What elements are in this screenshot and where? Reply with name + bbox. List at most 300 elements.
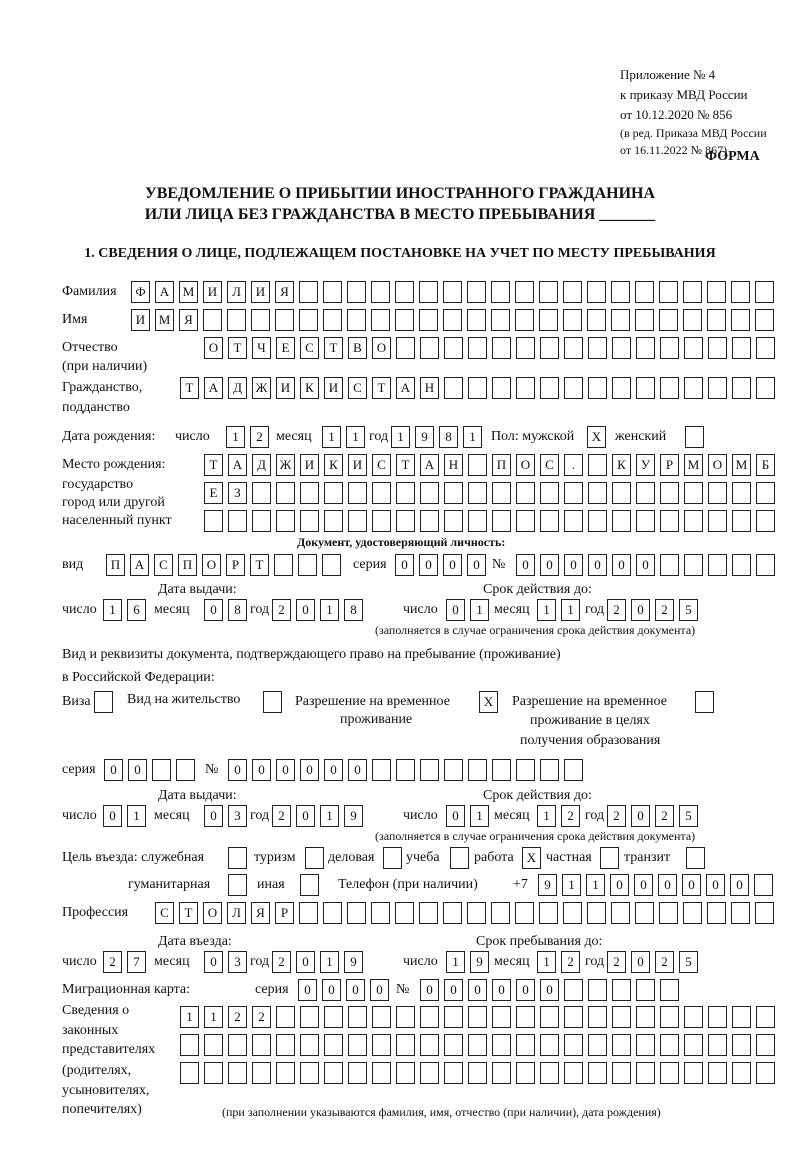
char-cell[interactable]	[756, 1006, 775, 1028]
char-cell[interactable]: 3	[228, 951, 247, 973]
char-cell[interactable]: И	[324, 377, 343, 399]
char-cell[interactable]: 2	[607, 805, 626, 827]
char-cell[interactable]	[468, 454, 487, 476]
checkbox[interactable]	[383, 847, 402, 869]
char-cell[interactable]: Т	[180, 377, 199, 399]
char-cell[interactable]	[396, 1034, 415, 1056]
char-cell[interactable]: 0	[634, 874, 653, 896]
char-cell[interactable]	[348, 510, 367, 532]
char-cell[interactable]: 0	[706, 874, 725, 896]
char-cell[interactable]: Р	[275, 902, 294, 924]
char-cell[interactable]	[732, 554, 751, 576]
char-cell[interactable]	[636, 1034, 655, 1056]
char-cell[interactable]	[540, 1006, 559, 1028]
char-cell[interactable]	[395, 281, 414, 303]
char-cell[interactable]: 0	[276, 759, 295, 781]
char-cell[interactable]: 2	[103, 951, 122, 973]
char-cell[interactable]: Л	[227, 902, 246, 924]
char-cell[interactable]	[324, 482, 343, 504]
char-cell[interactable]	[420, 759, 439, 781]
char-cell[interactable]: .	[564, 454, 583, 476]
char-cell[interactable]	[539, 309, 558, 331]
char-cell[interactable]: 0	[516, 554, 535, 576]
char-cell[interactable]: 0	[296, 805, 315, 827]
char-cell[interactable]	[443, 309, 462, 331]
char-cell[interactable]: 0	[420, 979, 439, 1001]
char-cell[interactable]: 2	[655, 805, 674, 827]
char-cell[interactable]	[756, 510, 775, 532]
char-cell[interactable]: 1	[391, 426, 410, 448]
checkbox[interactable]: X	[522, 847, 541, 869]
char-cell[interactable]: 2	[607, 599, 626, 621]
char-cell[interactable]	[252, 510, 271, 532]
char-cell[interactable]: И	[348, 454, 367, 476]
char-cell[interactable]	[636, 1006, 655, 1028]
char-cell[interactable]	[588, 510, 607, 532]
char-cell[interactable]	[660, 554, 679, 576]
char-cell[interactable]: 0	[446, 599, 465, 621]
char-cell[interactable]	[371, 281, 390, 303]
char-cell[interactable]: 5	[679, 951, 698, 973]
char-cell[interactable]	[492, 482, 511, 504]
char-cell[interactable]	[492, 759, 511, 781]
char-cell[interactable]	[612, 337, 631, 359]
char-cell[interactable]	[708, 1034, 727, 1056]
char-cell[interactable]	[468, 377, 487, 399]
checkbox[interactable]	[686, 847, 705, 869]
checkbox[interactable]	[600, 847, 619, 869]
char-cell[interactable]	[324, 1034, 343, 1056]
char-cell[interactable]	[444, 337, 463, 359]
char-cell[interactable]	[732, 482, 751, 504]
char-cell[interactable]	[684, 482, 703, 504]
char-cell[interactable]	[707, 281, 726, 303]
char-cell[interactable]	[492, 377, 511, 399]
char-cell[interactable]: П	[178, 554, 197, 576]
char-cell[interactable]	[420, 482, 439, 504]
char-cell[interactable]	[660, 979, 679, 1001]
char-cell[interactable]: 0	[322, 979, 341, 1001]
char-cell[interactable]	[491, 309, 510, 331]
char-cell[interactable]: 7	[127, 951, 146, 973]
char-cell[interactable]	[588, 1006, 607, 1028]
char-cell[interactable]	[420, 337, 439, 359]
char-cell[interactable]	[299, 902, 318, 924]
char-cell[interactable]	[660, 337, 679, 359]
char-cell[interactable]	[756, 377, 775, 399]
char-cell[interactable]: М	[732, 454, 751, 476]
char-cell[interactable]: Т	[228, 337, 247, 359]
char-cell[interactable]	[491, 281, 510, 303]
char-cell[interactable]: М	[684, 454, 703, 476]
char-cell[interactable]	[492, 1006, 511, 1028]
char-cell[interactable]	[612, 377, 631, 399]
char-cell[interactable]	[492, 337, 511, 359]
char-cell[interactable]	[587, 309, 606, 331]
char-cell[interactable]	[731, 902, 750, 924]
char-cell[interactable]: Е	[204, 482, 223, 504]
char-cell[interactable]: 1	[586, 874, 605, 896]
char-cell[interactable]	[756, 337, 775, 359]
char-cell[interactable]: 2	[655, 951, 674, 973]
char-cell[interactable]: 1	[446, 951, 465, 973]
char-cell[interactable]	[276, 1006, 295, 1028]
char-cell[interactable]: А	[130, 554, 149, 576]
char-cell[interactable]: 0	[300, 759, 319, 781]
char-cell[interactable]	[324, 1062, 343, 1084]
char-cell[interactable]: 0	[631, 951, 650, 973]
char-cell[interactable]	[732, 1006, 751, 1028]
char-cell[interactable]	[732, 377, 751, 399]
char-cell[interactable]	[204, 1034, 223, 1056]
char-cell[interactable]: 5	[679, 805, 698, 827]
char-cell[interactable]	[396, 1006, 415, 1028]
char-cell[interactable]	[419, 281, 438, 303]
char-cell[interactable]	[324, 1006, 343, 1028]
char-cell[interactable]	[372, 1006, 391, 1028]
char-cell[interactable]	[587, 902, 606, 924]
char-cell[interactable]: 2	[252, 1006, 271, 1028]
char-cell[interactable]: 1	[561, 599, 580, 621]
char-cell[interactable]: Р	[660, 454, 679, 476]
char-cell[interactable]	[707, 309, 726, 331]
char-cell[interactable]	[612, 1006, 631, 1028]
char-cell[interactable]	[323, 902, 342, 924]
char-cell[interactable]: У	[636, 454, 655, 476]
char-cell[interactable]	[300, 482, 319, 504]
char-cell[interactable]: Т	[179, 902, 198, 924]
char-cell[interactable]	[684, 1034, 703, 1056]
char-cell[interactable]: И	[131, 309, 150, 331]
char-cell[interactable]	[611, 309, 630, 331]
char-cell[interactable]: 2	[561, 951, 580, 973]
char-cell[interactable]	[276, 482, 295, 504]
char-cell[interactable]: Ф	[131, 281, 150, 303]
char-cell[interactable]	[396, 759, 415, 781]
char-cell[interactable]	[180, 1062, 199, 1084]
char-cell[interactable]	[683, 281, 702, 303]
char-cell[interactable]	[300, 1034, 319, 1056]
char-cell[interactable]	[612, 482, 631, 504]
checkbox[interactable]	[685, 426, 704, 448]
char-cell[interactable]	[756, 554, 775, 576]
char-cell[interactable]	[204, 510, 223, 532]
char-cell[interactable]	[516, 1034, 535, 1056]
char-cell[interactable]: М	[179, 281, 198, 303]
char-cell[interactable]	[684, 510, 703, 532]
char-cell[interactable]	[612, 1062, 631, 1084]
char-cell[interactable]	[755, 281, 774, 303]
char-cell[interactable]	[708, 482, 727, 504]
char-cell[interactable]: Н	[420, 377, 439, 399]
char-cell[interactable]	[708, 337, 727, 359]
char-cell[interactable]	[683, 309, 702, 331]
char-cell[interactable]	[419, 902, 438, 924]
checkbox[interactable]	[695, 691, 714, 713]
char-cell[interactable]: 1	[226, 426, 245, 448]
char-cell[interactable]	[467, 309, 486, 331]
checkbox[interactable]	[94, 691, 113, 713]
char-cell[interactable]: 2	[607, 951, 626, 973]
char-cell[interactable]	[492, 510, 511, 532]
char-cell[interactable]	[732, 1062, 751, 1084]
char-cell[interactable]	[371, 309, 390, 331]
char-cell[interactable]	[276, 1034, 295, 1056]
char-cell[interactable]	[443, 281, 462, 303]
char-cell[interactable]	[708, 377, 727, 399]
char-cell[interactable]	[612, 1034, 631, 1056]
char-cell[interactable]	[300, 1062, 319, 1084]
char-cell[interactable]	[516, 337, 535, 359]
char-cell[interactable]: 0	[296, 599, 315, 621]
char-cell[interactable]	[731, 281, 750, 303]
char-cell[interactable]: 1	[180, 1006, 199, 1028]
char-cell[interactable]: 2	[272, 599, 291, 621]
char-cell[interactable]	[756, 482, 775, 504]
char-cell[interactable]	[516, 759, 535, 781]
char-cell[interactable]	[176, 759, 195, 781]
char-cell[interactable]: 9	[344, 951, 363, 973]
char-cell[interactable]: Я	[251, 902, 270, 924]
char-cell[interactable]	[419, 309, 438, 331]
char-cell[interactable]: 2	[272, 951, 291, 973]
char-cell[interactable]	[588, 1062, 607, 1084]
char-cell[interactable]: С	[372, 454, 391, 476]
char-cell[interactable]: 0	[446, 805, 465, 827]
char-cell[interactable]: 1	[463, 426, 482, 448]
char-cell[interactable]: 1	[537, 599, 556, 621]
char-cell[interactable]: 0	[296, 951, 315, 973]
char-cell[interactable]: 2	[228, 1006, 247, 1028]
char-cell[interactable]	[276, 510, 295, 532]
char-cell[interactable]: 8	[439, 426, 458, 448]
char-cell[interactable]	[563, 309, 582, 331]
char-cell[interactable]: С	[540, 454, 559, 476]
char-cell[interactable]: 0	[346, 979, 365, 1001]
char-cell[interactable]	[372, 1062, 391, 1084]
char-cell[interactable]	[323, 309, 342, 331]
char-cell[interactable]	[516, 510, 535, 532]
char-cell[interactable]: 0	[492, 979, 511, 1001]
char-cell[interactable]: 6	[127, 599, 146, 621]
char-cell[interactable]	[324, 510, 343, 532]
char-cell[interactable]: Ж	[252, 377, 271, 399]
char-cell[interactable]	[468, 510, 487, 532]
char-cell[interactable]: 0	[658, 874, 677, 896]
char-cell[interactable]: 0	[252, 759, 271, 781]
char-cell[interactable]	[228, 510, 247, 532]
char-cell[interactable]	[684, 377, 703, 399]
char-cell[interactable]	[587, 281, 606, 303]
char-cell[interactable]: 2	[250, 426, 269, 448]
char-cell[interactable]	[347, 902, 366, 924]
char-cell[interactable]	[420, 1062, 439, 1084]
char-cell[interactable]: 0	[540, 979, 559, 1001]
char-cell[interactable]	[611, 281, 630, 303]
char-cell[interactable]	[152, 759, 171, 781]
char-cell[interactable]: А	[204, 377, 223, 399]
char-cell[interactable]: Л	[227, 281, 246, 303]
char-cell[interactable]	[348, 482, 367, 504]
char-cell[interactable]	[756, 1034, 775, 1056]
char-cell[interactable]	[252, 482, 271, 504]
char-cell[interactable]	[660, 1062, 679, 1084]
char-cell[interactable]	[444, 1006, 463, 1028]
char-cell[interactable]	[492, 1062, 511, 1084]
char-cell[interactable]	[252, 1062, 271, 1084]
char-cell[interactable]: Я	[179, 309, 198, 331]
char-cell[interactable]	[660, 510, 679, 532]
char-cell[interactable]: 1	[562, 874, 581, 896]
char-cell[interactable]	[468, 482, 487, 504]
char-cell[interactable]	[515, 309, 534, 331]
char-cell[interactable]	[684, 1006, 703, 1028]
checkbox[interactable]: X	[587, 426, 606, 448]
char-cell[interactable]	[348, 1006, 367, 1028]
char-cell[interactable]: 0	[370, 979, 389, 1001]
char-cell[interactable]: 5	[679, 599, 698, 621]
char-cell[interactable]	[659, 309, 678, 331]
char-cell[interactable]	[515, 281, 534, 303]
char-cell[interactable]: П	[492, 454, 511, 476]
char-cell[interactable]	[636, 377, 655, 399]
char-cell[interactable]: 0	[631, 599, 650, 621]
char-cell[interactable]	[420, 1034, 439, 1056]
char-cell[interactable]	[588, 1034, 607, 1056]
char-cell[interactable]	[372, 482, 391, 504]
char-cell[interactable]	[372, 1034, 391, 1056]
char-cell[interactable]	[755, 309, 774, 331]
char-cell[interactable]	[563, 281, 582, 303]
char-cell[interactable]: Т	[324, 337, 343, 359]
checkbox[interactable]	[305, 847, 324, 869]
char-cell[interactable]	[371, 902, 390, 924]
char-cell[interactable]: К	[612, 454, 631, 476]
char-cell[interactable]	[564, 1062, 583, 1084]
char-cell[interactable]: А	[396, 377, 415, 399]
char-cell[interactable]: С	[300, 337, 319, 359]
char-cell[interactable]	[444, 482, 463, 504]
char-cell[interactable]	[347, 281, 366, 303]
char-cell[interactable]: 0	[730, 874, 749, 896]
char-cell[interactable]	[564, 337, 583, 359]
char-cell[interactable]	[516, 1006, 535, 1028]
char-cell[interactable]	[443, 902, 462, 924]
char-cell[interactable]	[540, 759, 559, 781]
char-cell[interactable]	[588, 979, 607, 1001]
char-cell[interactable]	[420, 1006, 439, 1028]
char-cell[interactable]: Ж	[276, 454, 295, 476]
char-cell[interactable]	[203, 309, 222, 331]
char-cell[interactable]	[684, 554, 703, 576]
char-cell[interactable]: 9	[344, 805, 363, 827]
char-cell[interactable]: Е	[276, 337, 295, 359]
char-cell[interactable]: 9	[470, 951, 489, 973]
char-cell[interactable]	[708, 554, 727, 576]
char-cell[interactable]	[660, 1034, 679, 1056]
char-cell[interactable]	[612, 979, 631, 1001]
char-cell[interactable]: 1	[320, 951, 339, 973]
char-cell[interactable]: Д	[252, 454, 271, 476]
char-cell[interactable]	[251, 309, 270, 331]
char-cell[interactable]: Т	[396, 454, 415, 476]
char-cell[interactable]	[444, 377, 463, 399]
char-cell[interactable]	[540, 1062, 559, 1084]
char-cell[interactable]	[588, 337, 607, 359]
char-cell[interactable]	[540, 337, 559, 359]
char-cell[interactable]	[708, 1062, 727, 1084]
char-cell[interactable]: С	[155, 902, 174, 924]
char-cell[interactable]: 2	[561, 805, 580, 827]
char-cell[interactable]: 0	[443, 554, 462, 576]
char-cell[interactable]: М	[155, 309, 174, 331]
char-cell[interactable]	[563, 902, 582, 924]
char-cell[interactable]: 1	[537, 951, 556, 973]
char-cell[interactable]: 0	[468, 979, 487, 1001]
char-cell[interactable]	[636, 979, 655, 1001]
char-cell[interactable]	[540, 510, 559, 532]
char-cell[interactable]: Т	[372, 377, 391, 399]
char-cell[interactable]	[635, 281, 654, 303]
char-cell[interactable]: О	[203, 902, 222, 924]
char-cell[interactable]	[396, 482, 415, 504]
char-cell[interactable]: К	[300, 377, 319, 399]
checkbox[interactable]	[228, 847, 247, 869]
char-cell[interactable]: Ч	[252, 337, 271, 359]
char-cell[interactable]	[396, 337, 415, 359]
char-cell[interactable]: Я	[275, 281, 294, 303]
char-cell[interactable]	[444, 1062, 463, 1084]
char-cell[interactable]	[660, 482, 679, 504]
char-cell[interactable]	[276, 1062, 295, 1084]
char-cell[interactable]: 0	[348, 759, 367, 781]
char-cell[interactable]: П	[106, 554, 125, 576]
char-cell[interactable]	[612, 510, 631, 532]
char-cell[interactable]	[444, 1034, 463, 1056]
char-cell[interactable]	[299, 309, 318, 331]
char-cell[interactable]	[540, 482, 559, 504]
char-cell[interactable]: 8	[344, 599, 363, 621]
char-cell[interactable]: 1	[204, 1006, 223, 1028]
char-cell[interactable]: 1	[103, 599, 122, 621]
char-cell[interactable]: 0	[395, 554, 414, 576]
char-cell[interactable]	[732, 337, 751, 359]
checkbox[interactable]	[228, 874, 247, 896]
checkbox[interactable]: X	[479, 691, 498, 713]
char-cell[interactable]	[636, 337, 655, 359]
char-cell[interactable]: А	[155, 281, 174, 303]
char-cell[interactable]	[468, 1006, 487, 1028]
char-cell[interactable]	[300, 510, 319, 532]
char-cell[interactable]	[275, 309, 294, 331]
char-cell[interactable]: А	[228, 454, 247, 476]
char-cell[interactable]: 0	[103, 805, 122, 827]
char-cell[interactable]	[298, 554, 317, 576]
char-cell[interactable]	[323, 281, 342, 303]
char-cell[interactable]: О	[372, 337, 391, 359]
char-cell[interactable]	[539, 281, 558, 303]
char-cell[interactable]	[492, 1034, 511, 1056]
char-cell[interactable]	[659, 902, 678, 924]
char-cell[interactable]: Р	[226, 554, 245, 576]
char-cell[interactable]	[395, 309, 414, 331]
char-cell[interactable]	[372, 510, 391, 532]
char-cell[interactable]	[564, 510, 583, 532]
char-cell[interactable]: 1	[537, 805, 556, 827]
char-cell[interactable]: 2	[655, 599, 674, 621]
char-cell[interactable]	[684, 337, 703, 359]
char-cell[interactable]	[588, 482, 607, 504]
